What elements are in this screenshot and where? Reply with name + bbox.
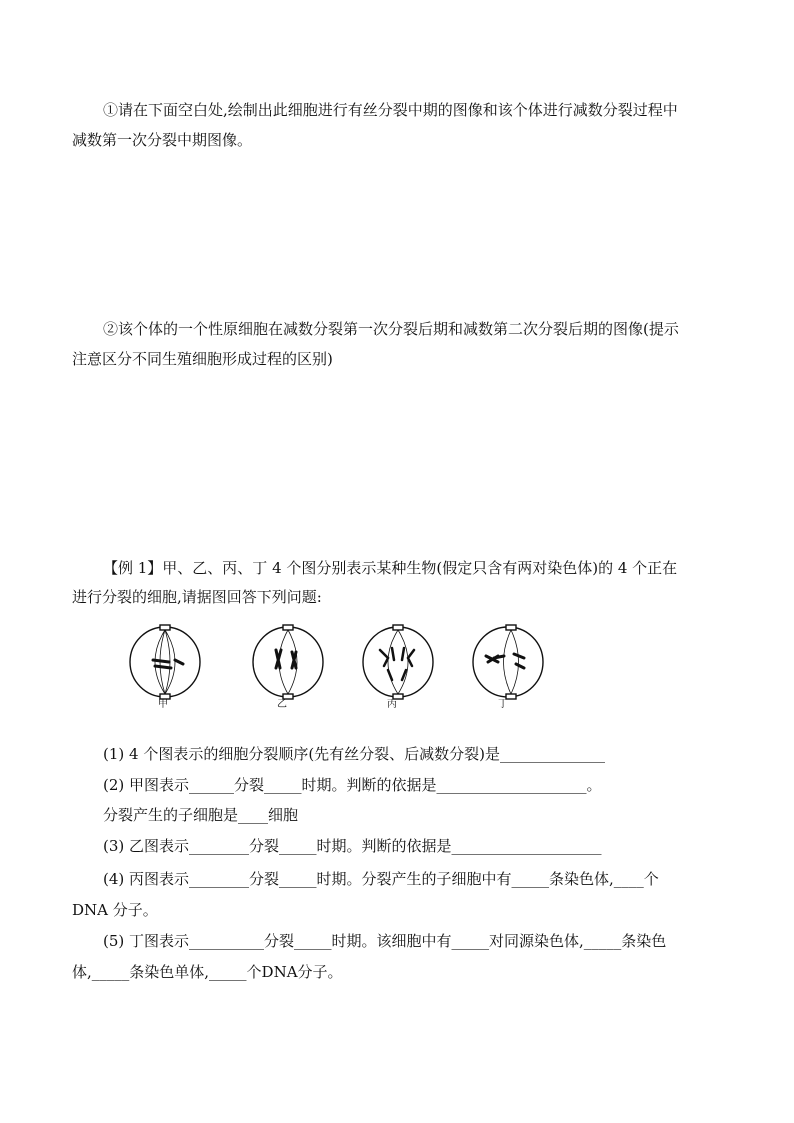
question-4-line-2: DNA 分子。: [72, 901, 158, 919]
cell-yi: [253, 625, 323, 699]
example-line-1: 【例 1】甲、乙、丙、丁 4 个图分别表示某种生物(假定只含有两对染色体)的 4 个正在: [103, 559, 678, 577]
question-1: (1) 4 个图表示的细胞分裂顺序(先有丝分裂、后减数分裂)是______________: [103, 745, 606, 763]
question-4-line-1: (4) 丙图表示________分裂_____时期。分裂产生的子细胞中有_____条染色体,____个: [103, 870, 659, 888]
caption-bing: 丙: [387, 699, 397, 710]
instruction-2-line-1: ②该个体的一个性原细胞在减数分裂第一次分裂后期和减数第二次分裂后期的图像(提示: [103, 320, 679, 338]
cell-jia: [130, 625, 200, 699]
question-3: (3) 乙图表示________分裂_____时期。判断的依据是____________________: [103, 837, 602, 855]
cell-ding: [473, 625, 543, 699]
question-2-continued: 分裂产生的子细胞是____细胞: [103, 806, 299, 824]
cell-division-figure: [125, 622, 555, 714]
question-5-line-1: (5) 丁图表示__________分裂_____时期。该细胞中有_____对同源染色体,_____条染色: [103, 932, 667, 950]
question-5-line-2: 体,_____条染色单体,_____个DNA分子。: [72, 963, 343, 981]
question-2: (2) 甲图表示______分裂_____时期。判断的依据是____________________。: [103, 776, 602, 794]
example-line-2: 进行分裂的细胞,请据图回答下列问题:: [72, 588, 322, 606]
caption-jia: 甲: [158, 699, 168, 710]
instruction-1-line-2: 减数第一次分裂中期图像。: [72, 131, 253, 149]
caption-yi: 乙: [277, 699, 287, 710]
cell-bing: [363, 625, 433, 699]
caption-ding: 丁: [498, 699, 508, 710]
instruction-2-line-2: 注意区分不同生殖细胞形成过程的区别): [72, 350, 333, 368]
instruction-1-line-1: ①请在下面空白处,绘制出此细胞进行有丝分裂中期的图像和该个体进行减数分裂过程中: [103, 101, 678, 119]
